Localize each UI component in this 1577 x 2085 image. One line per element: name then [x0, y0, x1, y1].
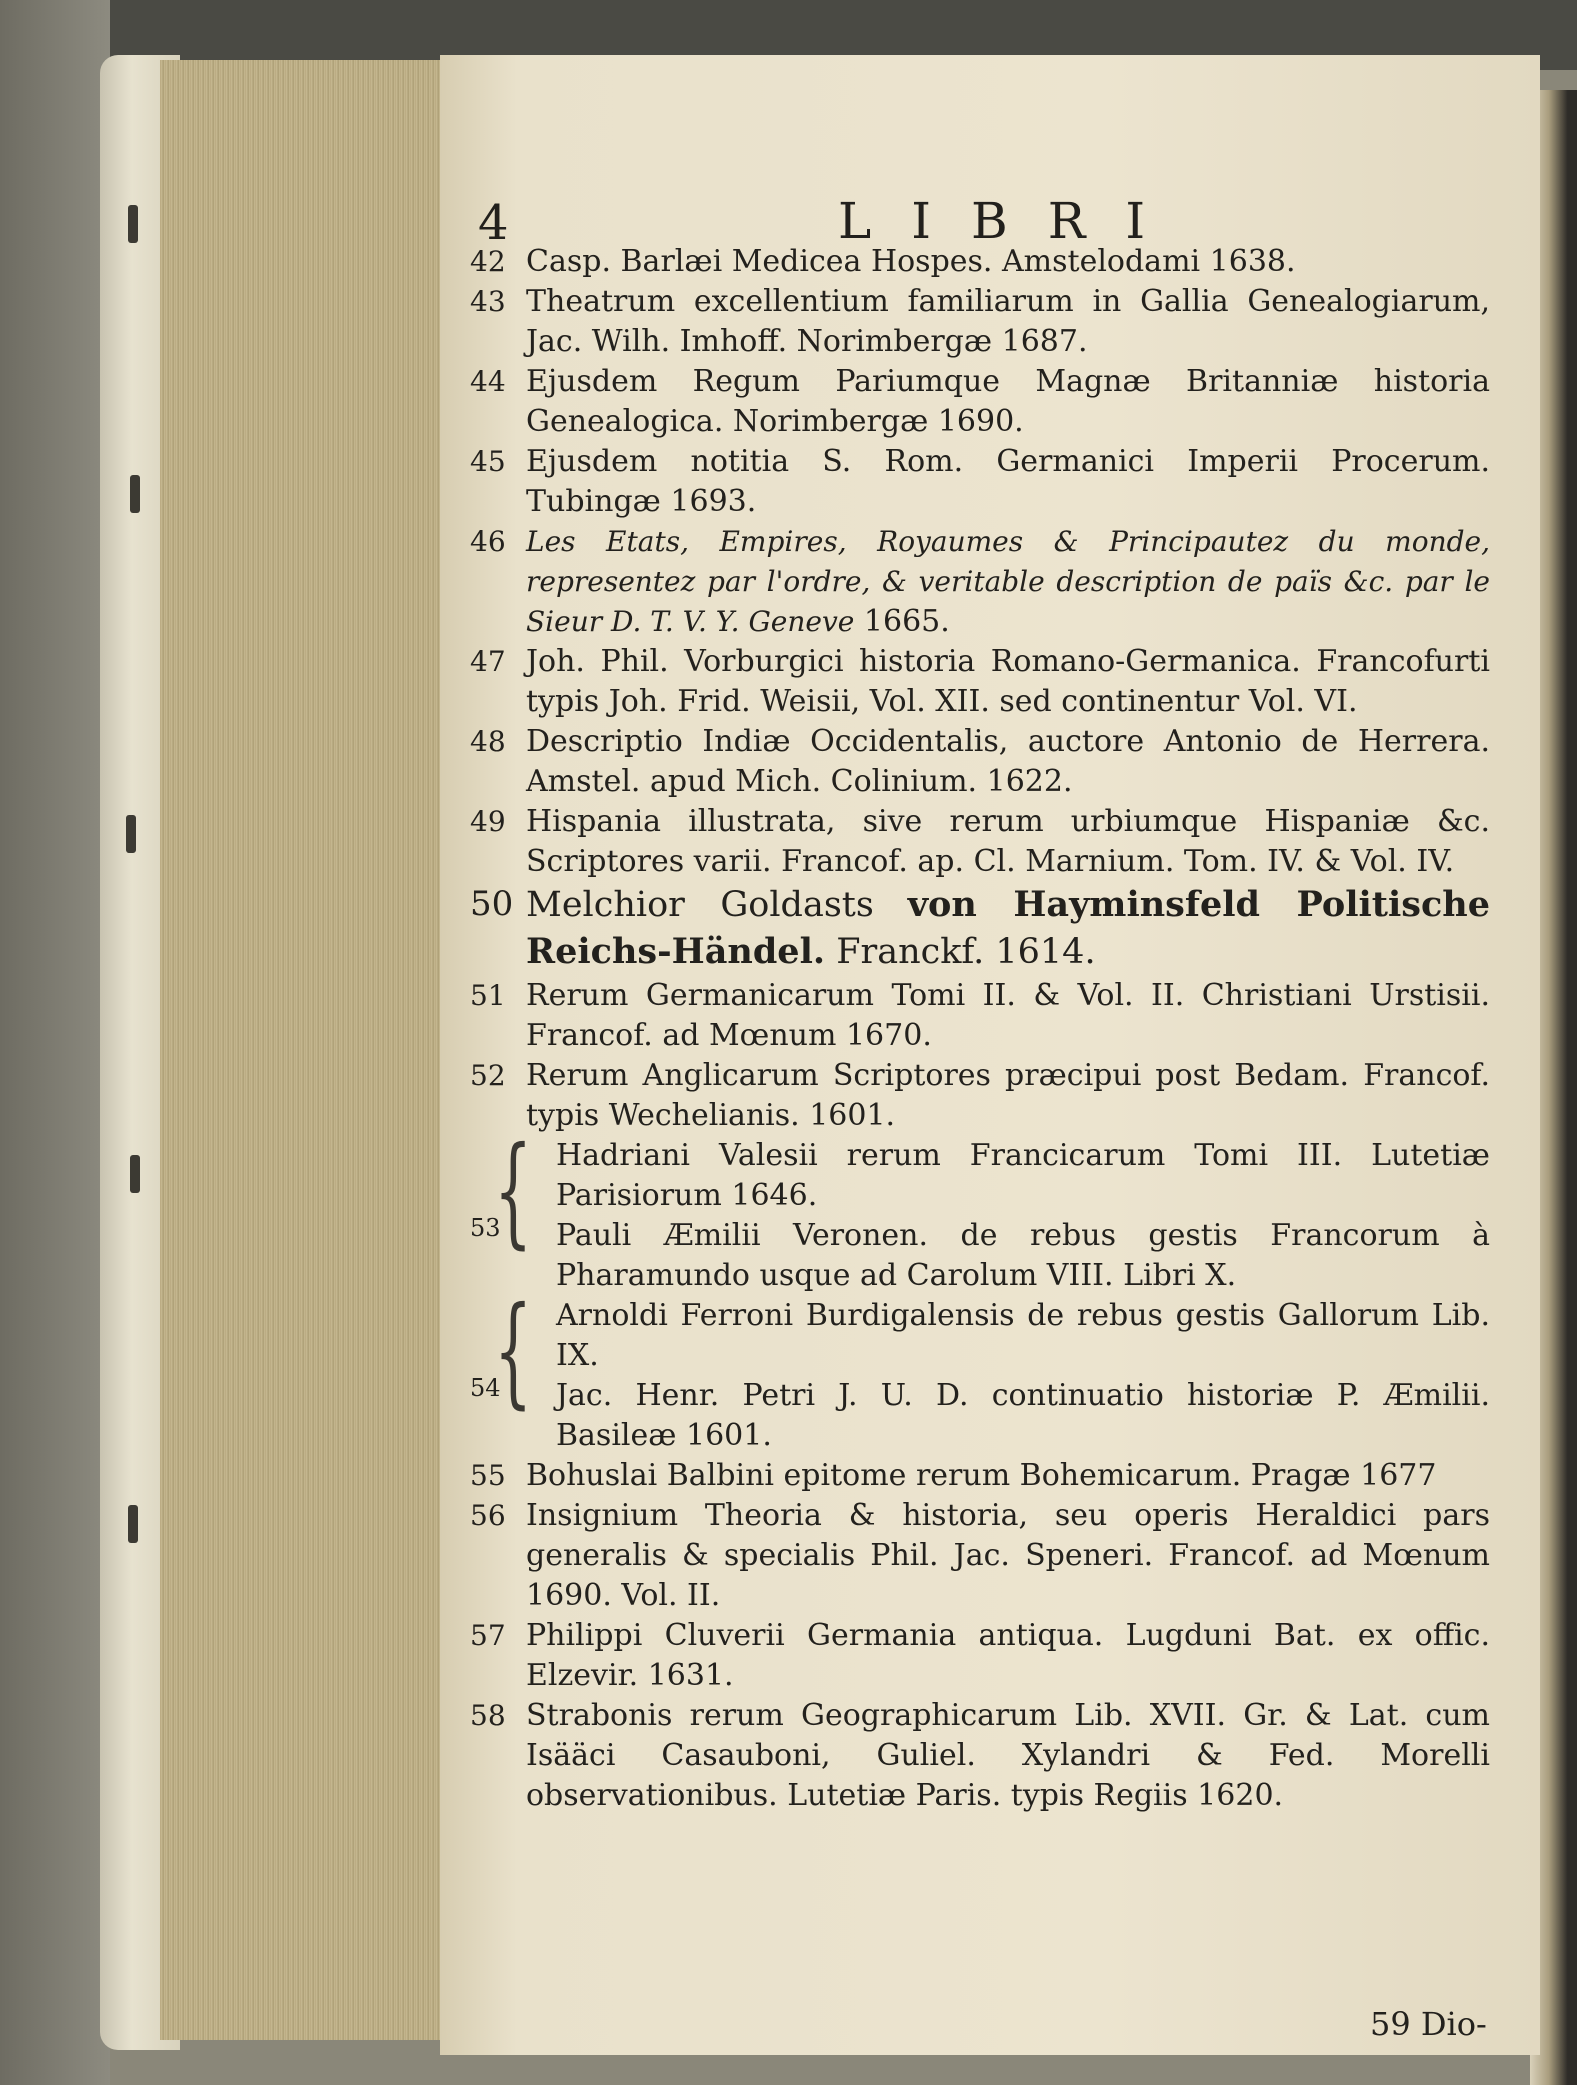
entry-text: Philippi Cluverii Germania antiqua. Lugduni Bat. ex offic. Elzevir. 1631. [526, 1618, 1490, 1693]
entry-text-italic: Les Etats, Empires, Royaumes & Principautez du monde, representez par l'ordre, & veritable description de païs &c. par le Sieur D. T. V. Y. Geneve [526, 525, 1490, 638]
entry-text: Hispania illustrata, sive rerum urbiumque Hispaniæ &c. Scriptores varii. Francof. ap. Cl. Marnium. Tom. IV. & Vol. IV. [526, 804, 1490, 879]
catchword: 59 Dio- [1370, 2005, 1487, 2043]
entry-53-part-b: Pauli Æmilii Veronen. de rebus gestis Francorum à Pharamundo usque ad Carolum VIII. Libri X. [556, 1218, 1490, 1293]
entry-text: Casp. Barlæi Medicea Hospes. Amstelodami 1638. [526, 244, 1296, 279]
entry-48 [470, 722, 1490, 802]
entry-57 [470, 1616, 1490, 1696]
entry-number: 46 [470, 525, 506, 558]
entry-number: 43 [470, 285, 506, 318]
entry-number: 57 [470, 1619, 506, 1652]
entry-number: 51 [470, 979, 506, 1012]
entry-number: 47 [470, 645, 506, 678]
entry-43 [470, 282, 1490, 362]
entry-number: 49 [470, 805, 506, 838]
entry-text: Rerum Anglicarum Scriptores præcipui post Bedam. Francof. typis Wechelianis. 1601. [526, 1058, 1490, 1133]
running-head: LIBRI [838, 192, 1186, 250]
entry-51 [470, 976, 1490, 1056]
entry-50 [470, 882, 1490, 976]
entry-number: 55 [470, 1459, 506, 1492]
entry-49 [470, 802, 1490, 882]
entry-number: 50 [470, 884, 514, 924]
entry-number: 58 [470, 1699, 506, 1732]
entry-text: Franckf. 1614. [825, 932, 1096, 972]
entry-number: 54 [470, 1374, 501, 1402]
entry-number: 53 [470, 1214, 501, 1242]
entry-45 [470, 442, 1490, 522]
entry-46 [470, 522, 1490, 642]
cover-mark [126, 815, 136, 853]
entry-text: Rerum Germanicarum Tomi II. & Vol. II. Christiani Urstisii. Francof. ad Mœnum 1670. [526, 978, 1490, 1053]
brace-icon: { [494, 1282, 533, 1421]
cover-mark [128, 1505, 138, 1543]
entry-42 [470, 242, 1490, 282]
entry-54 [470, 1282, 1490, 1456]
entry-text: Joh. Phil. Vorburgici historia Romano-Germanica. Francofurti typis Joh. Frid. Weisii, Vol. XII. sed continentur Vol. VI. [526, 644, 1490, 719]
entry-54-part-a: Arnoldi Ferroni Burdigalensis de rebus gestis Gallorum Lib. IX. [556, 1298, 1490, 1373]
entry-number: 52 [470, 1059, 506, 1092]
catalogue-entries [470, 242, 1490, 1816]
entry-58 [470, 1696, 1490, 1816]
entry-53 [470, 1122, 1490, 1296]
entry-47 [470, 642, 1490, 722]
entry-text: Bohuslai Balbini epitome rerum Bohemicarum. Pragæ 1677 [526, 1458, 1437, 1493]
entry-text: Ejusdem notitia S. Rom. Germanici Imperii Procerum. Tubingæ 1693. [526, 444, 1490, 519]
entry-number: 44 [470, 365, 506, 398]
page-edges [160, 60, 460, 2040]
entry-56 [470, 1496, 1490, 1616]
entry-44 [470, 362, 1490, 442]
entry-52 [470, 1056, 1490, 1136]
entry-text: Strabonis rerum Geographicarum Lib. XVII. Gr. & Lat. cum Isääci Casauboni, Guliel. Xylandri & Fed. Morelli observationibus. Lutetiæ Paris. typis Regiis 1620. [526, 1698, 1490, 1813]
brace-icon: { [494, 1122, 533, 1261]
entry-number: 48 [470, 725, 506, 758]
entry-text: Insignium Theoria & historia, seu operis Heraldici pars generalis & specialis Phil. Jac. Speneri. Francof. ad Mœnum 1690. Vol. II. [526, 1498, 1490, 1613]
entry-55 [470, 1456, 1490, 1496]
cover-mark [130, 1155, 140, 1193]
cover-mark [130, 475, 140, 513]
entry-number: 56 [470, 1499, 506, 1532]
background-left [0, 0, 110, 2085]
entry-number: 42 [470, 245, 506, 278]
entry-text: Melchior Goldasts [526, 885, 874, 925]
entry-year: 1665. [854, 604, 950, 639]
entry-54-part-b: Jac. Henr. Petri J. U. D. continuatio historiæ P. Æmilii. Basileæ 1601. [556, 1378, 1490, 1453]
entry-number: 45 [470, 445, 506, 478]
cover-mark [128, 205, 138, 243]
entry-text: Ejusdem Regum Pariumque Magnæ Britanniæ historia Genealogica. Norimbergæ 1690. [526, 364, 1490, 439]
entry-53-part-a: Hadriani Valesii rerum Francicarum Tomi III. Lutetiæ Parisiorum 1646. [556, 1138, 1490, 1213]
entry-text-fraktur: von Hayminsfeld Politische Reichs-Händel. [526, 884, 1490, 972]
page-number: 4 [478, 195, 509, 251]
entry-text: Theatrum excellentium familiarum in Gallia Genealogiarum, Jac. Wilh. Imhoff. Norimbergæ 1687. [526, 284, 1490, 359]
entry-text: Descriptio Indiæ Occidentalis, auctore Antonio de Herrera. Amstel. apud Mich. Colinium. 1622. [526, 724, 1490, 799]
